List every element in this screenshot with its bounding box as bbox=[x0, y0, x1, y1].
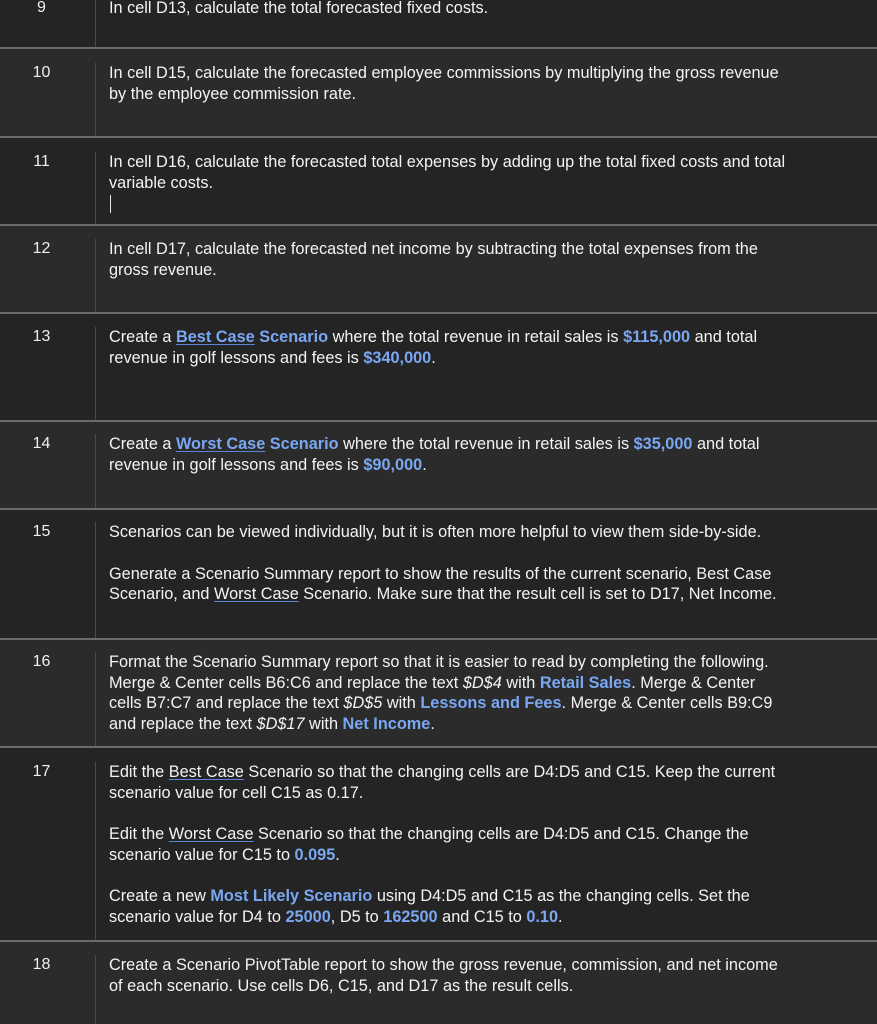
step-instruction bbox=[96, 955, 877, 1024]
step-row-17 bbox=[0, 748, 877, 940]
instruction-line: variable costs. bbox=[109, 173, 214, 192]
instruction-paragraph: Edit the Best Case Scenario so that the changing cells are D4:D5 and C15. Keep the current scenario value for cell C15 as 0.17. bbox=[109, 763, 776, 802]
step-number: 17 bbox=[0, 762, 96, 940]
instruction-line: revenue in golf lessons and fees is $340,000. bbox=[109, 348, 436, 367]
instruction-paragraph: Create a new Most Likely Scenario using D4:D5 and C15 as the changing cells. Set the scenario value for D4 to 25000, D5 to 162500 and C15 to 0.10. bbox=[109, 887, 750, 926]
step-number: 10 bbox=[0, 63, 96, 136]
instruction-line: gross revenue. bbox=[109, 260, 217, 279]
step-row-12 bbox=[0, 226, 877, 312]
step-instruction bbox=[96, 327, 877, 420]
text-cursor bbox=[109, 193, 875, 214]
instruction-line: In cell D16, calculate the forecasted total expenses by adding up the total fixed costs and total bbox=[109, 153, 786, 171]
instruction-paragraph: Edit the Worst Case Scenario so that the changing cells are D4:D5 and C15. Change the scenario value for C15 to 0.095. bbox=[109, 825, 749, 864]
step-number: 11 bbox=[0, 152, 96, 224]
step-number: 12 bbox=[0, 239, 96, 312]
step-row-14 bbox=[0, 422, 877, 508]
step-row-10 bbox=[0, 49, 877, 136]
instruction-line: of each scenario. Use cells D6, C15, and D17 as the result cells. bbox=[109, 976, 574, 995]
step-instruction bbox=[96, 434, 877, 508]
instruction-line: Merge & Center cells B6:C6 and replace the text $D$4 with Retail Sales. Merge & Center bbox=[109, 673, 756, 692]
step-instruction bbox=[96, 0, 877, 48]
step-row-11 bbox=[0, 138, 877, 224]
best-case-link[interactable]: Best Case bbox=[175, 328, 255, 346]
step-number: 18 bbox=[0, 955, 96, 1024]
step-number: 15 bbox=[0, 522, 96, 638]
instruction-line: Create a Best Case Scenario where the total revenue in retail sales is $115,000 and total bbox=[109, 328, 758, 346]
step-instruction bbox=[96, 239, 877, 312]
instruction-paragraph: Scenarios can be viewed individually, but it is often more helpful to view them side-by-side. bbox=[109, 523, 762, 541]
instruction-line: Create a Scenario PivotTable report to show the gross revenue, commission, and net income bbox=[109, 956, 778, 974]
instruction-line: revenue in golf lessons and fees is $90,000. bbox=[109, 455, 427, 474]
step-instruction bbox=[96, 762, 877, 940]
instruction-line: In cell D17, calculate the forecasted net income by subtracting the total expenses from the bbox=[109, 240, 758, 258]
instruction-line: Create a Worst Case Scenario where the total revenue in retail sales is $35,000 and total bbox=[109, 435, 760, 453]
worst-case-link[interactable]: Worst Case bbox=[175, 435, 266, 453]
worst-case-link[interactable]: Worst Case bbox=[168, 825, 254, 843]
instruction-line: In cell D15, calculate the forecasted employee commissions by multiplying the gross revenue bbox=[109, 64, 779, 82]
step-row-9 bbox=[0, 0, 877, 48]
best-case-link[interactable]: Best Case bbox=[168, 763, 244, 781]
step-row-13 bbox=[0, 314, 877, 420]
step-instruction bbox=[96, 652, 877, 746]
step-row-18 bbox=[0, 942, 877, 1024]
step-instruction[interactable] bbox=[96, 152, 877, 224]
step-number: 9 bbox=[0, 0, 96, 48]
instruction-line: Format the Scenario Summary report so that it is easier to read by completing the following. bbox=[109, 653, 769, 671]
instruction-line: In cell D13, calculate the total forecasted fixed costs. bbox=[109, 0, 489, 17]
step-row-15 bbox=[0, 510, 877, 638]
instruction-paragraph: Generate a Scenario Summary report to show the results of the current scenario, Best Case Scenario, and Worst Case Scenario. Make sure that the result cell is set to D17, Net Income. bbox=[109, 564, 777, 603]
instruction-line: and replace the text $D$17 with Net Income. bbox=[109, 714, 435, 733]
instruction-line: cells B7:C7 and replace the text $D$5 with Lessons and Fees. Merge & Center cells B9:C9 bbox=[109, 694, 773, 712]
step-number: 13 bbox=[0, 327, 96, 420]
step-instruction bbox=[96, 63, 877, 136]
step-number: 14 bbox=[0, 434, 96, 508]
worst-case-link[interactable]: Worst Case bbox=[214, 585, 299, 603]
instruction-line: by the employee commission rate. bbox=[109, 84, 357, 103]
step-instruction bbox=[96, 522, 877, 638]
step-row-16 bbox=[0, 640, 877, 746]
step-number: 16 bbox=[0, 652, 96, 746]
